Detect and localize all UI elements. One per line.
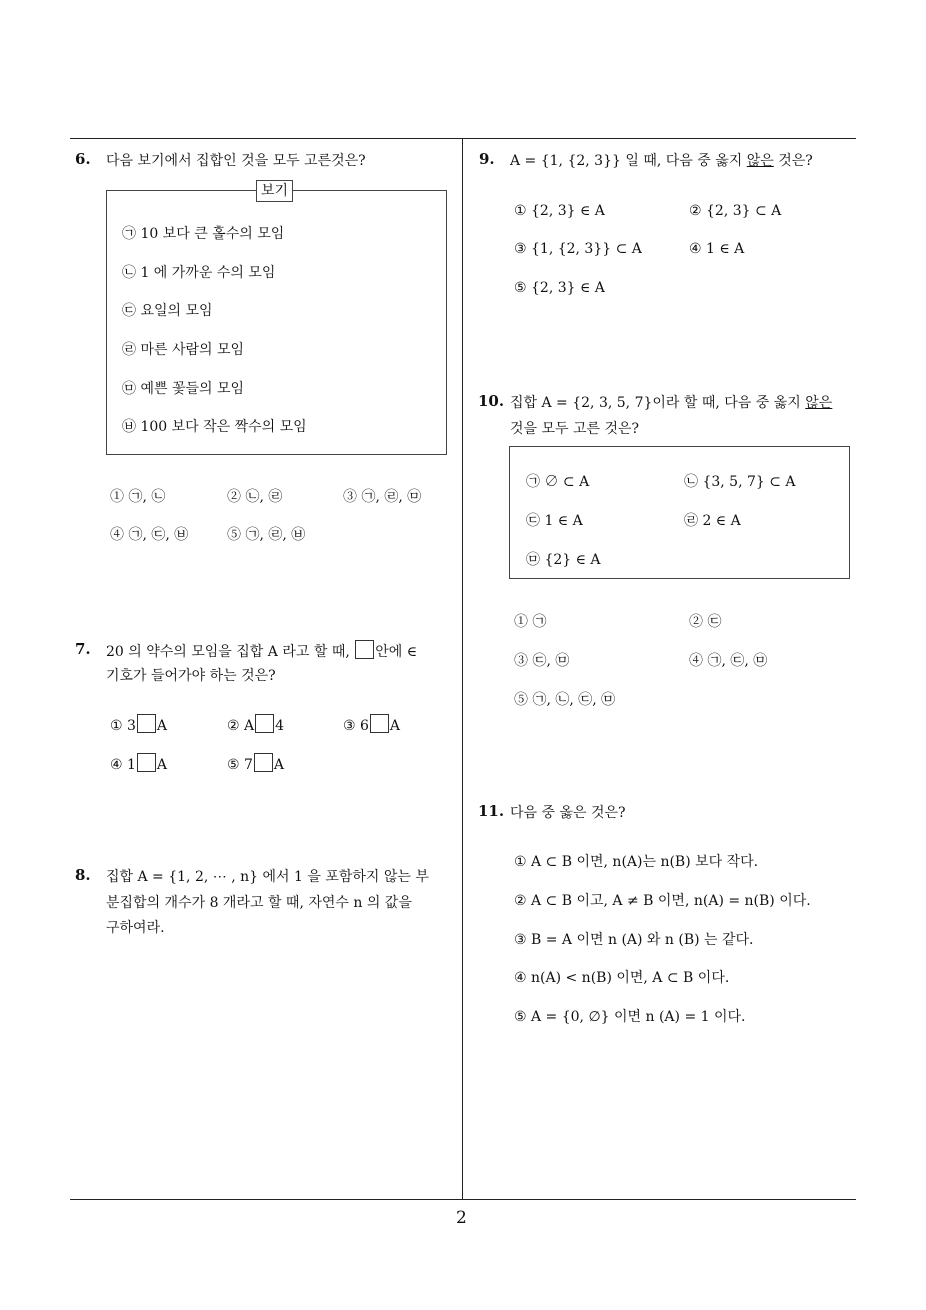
statement-item: ㉢ 1 ∈ A xyxy=(526,513,583,529)
question-number: 8. xyxy=(75,866,91,884)
question-number: 10. xyxy=(478,392,505,410)
blank-box xyxy=(255,714,274,733)
option-text: A xyxy=(389,718,401,734)
answer-option-2[interactable]: ② ㉢ xyxy=(689,614,722,630)
bottom-rule xyxy=(70,1199,856,1200)
answer-option-4[interactable]: ④ 1 ∈ A xyxy=(689,241,745,257)
answer-option-2[interactable]: ② A ⊂ B 이고, A ≠ B 이면, n(A) = n(B) 이다. xyxy=(514,893,811,909)
blank-box xyxy=(254,753,273,772)
column-divider xyxy=(462,138,463,1200)
question-number: 7. xyxy=(75,640,91,658)
underlined-word: 않은 xyxy=(746,153,774,169)
question-number: 9. xyxy=(479,150,495,168)
question-text-part: A = {1, {2, 3}} 일 때, 다음 중 옳지 xyxy=(510,153,743,169)
option-text: ② A xyxy=(227,718,255,734)
question-number: 11. xyxy=(478,802,505,820)
answer-option-5[interactable]: ⑤ ㉠, ㉣, ㉥ xyxy=(227,527,306,543)
answer-option-5[interactable]: ⑤ A = {0, ∅} 이면 n (A) = 1 이다. xyxy=(514,1009,746,1025)
answer-option-1[interactable]: ① {2, 3} ∈ A xyxy=(514,203,605,219)
blank-box xyxy=(370,714,389,733)
question-text-line1 xyxy=(106,640,417,661)
answer-option-3[interactable]: ③ ㉠, ㉣, ㉤ xyxy=(343,489,422,505)
question-text: 다음 보기에서 집합인 것을 모두 고른것은? xyxy=(106,153,366,169)
answer-option-4[interactable] xyxy=(110,753,167,773)
example-item: ㉤ 예쁜 꽃들의 모임 xyxy=(122,381,245,397)
question-text: 다음 중 옳은 것은? xyxy=(510,805,626,821)
option-text: 4 xyxy=(275,718,285,734)
top-rule xyxy=(70,138,856,139)
underlined-word: 않은 xyxy=(805,395,833,411)
question-text-line: 구하여라. xyxy=(106,920,165,936)
question-text-line: 집합 A = {1, 2, ⋯ , n} 에서 1 을 포함하지 않는 부 xyxy=(106,869,429,885)
answer-option-3[interactable]: ③ {1, {2, 3}} ⊂ A xyxy=(514,241,642,257)
answer-option-4[interactable]: ④ n(A) < n(B) 이면, A ⊂ B 이다. xyxy=(514,970,730,986)
answer-option-1[interactable]: ① A ⊂ B 이면, n(A)는 n(B) 보다 작다. xyxy=(514,854,759,870)
option-text: ⑤ 7 xyxy=(227,757,253,773)
option-text: A xyxy=(156,757,168,773)
question-number: 6. xyxy=(75,150,91,168)
question-text-part: 20 의 약수의 모임을 집합 A 라고 할 때, xyxy=(106,644,350,660)
answer-option-1[interactable]: ① ㉠, ㉡ xyxy=(110,489,166,505)
answer-option-5[interactable] xyxy=(227,753,284,773)
question-text-line1 xyxy=(510,392,832,412)
statement-item: ㉣ 2 ∈ A xyxy=(684,513,741,529)
answer-option-3[interactable]: ③ ㉢, ㉤ xyxy=(514,653,570,669)
blank-box xyxy=(137,714,156,733)
question-text-part: 집합 A = {2, 3, 5, 7}이라 할 때, 다음 중 옳지 xyxy=(510,395,801,411)
example-item: ㉥ 100 보다 작은 짝수의 모임 xyxy=(122,419,307,435)
question-text-line2: 것을 모두 고른 것은? xyxy=(510,421,640,437)
answer-option-2[interactable]: ② ㉡, ㉣ xyxy=(227,489,283,505)
answer-option-1[interactable]: ① ㉠ xyxy=(514,614,547,630)
question-text-part: 안에 ∈ xyxy=(375,644,418,660)
option-text: ③ 6 xyxy=(343,718,369,734)
option-text: ① 3 xyxy=(110,718,136,734)
statement-item: ㉤ {2} ∈ A xyxy=(526,552,601,568)
statement-item: ㉡ {3, 5, 7} ⊂ A xyxy=(684,474,796,490)
answer-option-2[interactable] xyxy=(227,714,284,734)
answer-option-4[interactable]: ④ ㉠, ㉢, ㉤ xyxy=(689,653,768,669)
example-item: ㉠ 10 보다 큰 홀수의 모임 xyxy=(122,226,285,242)
example-box-label: 보기 xyxy=(256,180,293,202)
option-text: A xyxy=(156,718,168,734)
question-text xyxy=(510,150,813,170)
answer-option-1[interactable] xyxy=(110,714,167,734)
answer-option-3[interactable]: ③ B = A 이면 n (A) 와 n (B) 는 같다. xyxy=(514,932,754,948)
answer-option-5[interactable]: ⑤ ㉠, ㉡, ㉢, ㉤ xyxy=(514,692,616,708)
question-text-part: 것은? xyxy=(778,153,813,169)
answer-option-2[interactable]: ② {2, 3} ⊂ A xyxy=(689,203,782,219)
example-item: ㉢ 요일의 모임 xyxy=(122,303,213,319)
example-item: ㉣ 마른 사람의 모임 xyxy=(122,342,245,358)
question-text-line2: 기호가 들어가야 하는 것은? xyxy=(106,668,276,684)
answer-option-3[interactable] xyxy=(343,714,400,734)
question-text-line: 분집합의 개수가 8 개라고 할 때, 자연수 n 의 값을 xyxy=(106,895,412,911)
example-item: ㉡ 1 에 가까운 수의 모임 xyxy=(122,265,276,281)
blank-box xyxy=(355,640,374,659)
page-number: 2 xyxy=(456,1208,467,1228)
statement-item: ㉠ ∅ ⊂ A xyxy=(526,474,590,490)
answer-option-5[interactable]: ⑤ {2, 3} ∈ A xyxy=(514,280,605,296)
option-text: ④ 1 xyxy=(110,757,136,773)
answer-option-4[interactable]: ④ ㉠, ㉢, ㉥ xyxy=(110,527,189,543)
option-text: A xyxy=(273,757,285,773)
blank-box xyxy=(137,753,156,772)
